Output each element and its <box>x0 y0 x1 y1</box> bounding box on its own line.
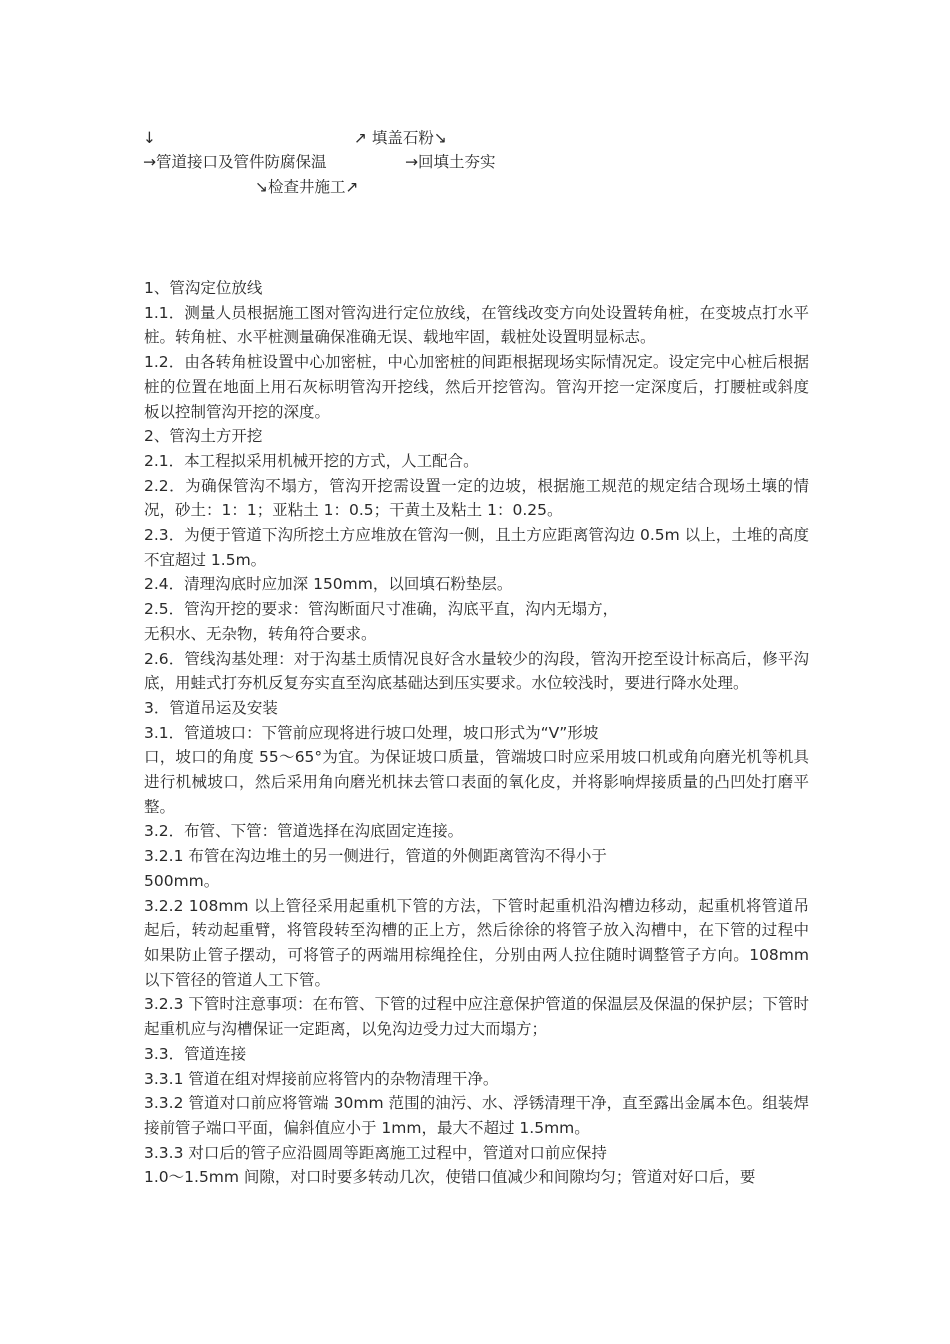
paragraph: 3.3.2 管道对口前应将管端 30mm 范围的油污、水、浮锈清理干净，直至露出金属本色。组装焊接前管子端口平面，偏斜值应小于 1mm，最大不超过 1.5mm。 <box>144 1094 809 1137</box>
paragraph: 3.3.3 对口后的管子应沿圆周等距离施工过程中，管道对口前应保持 <box>144 1143 607 1162</box>
paragraph: 口，坡口的角度 55～65°为宜。为保证坡口质量，管端坡口时应采用坡口机或角向磨光机等机具进行机械坡口，然后采用角向磨光机抹去管口表面的氧化皮，并将影响焊接质量的凸凹处打磨平整。 <box>144 748 809 816</box>
paragraph: 500mm。 <box>144 871 220 890</box>
paragraph: 3.2.1 布管在沟边堆土的另一侧进行，管道的外侧距离管沟不得小于 <box>144 847 607 866</box>
paragraph: 1.0～1.5mm 间隙，对口时要多转动几次，使错口值减少和间隙均匀；管道对好口后，要 <box>144 1168 756 1187</box>
paragraph: 2.2．为确保管沟不塌方，管沟开挖需设置一定的边坡，根据施工规范的规定结合现场土壤的情况，砂土：1：1；亚粘土 1：0.5；干黄土及粘土 1：0.25。 <box>144 476 809 520</box>
document-body <box>144 276 809 1190</box>
paragraph: 2.4．清理沟底时应加深 150mm，以回填石粉垫层。 <box>144 575 513 594</box>
paragraph: 2.6．管线沟基处理：对于沟基土质情况良好含水量较少的沟段，管沟开挖至设计标高后，修平沟底，用蛙式打夯机反复夯实直至沟底基础达到压实要求。水位较浅时，要进行降水处理。 <box>144 649 809 693</box>
paragraph: 2.5．管沟开挖的要求：管沟断面尺寸准确，沟底平直，沟内无塌方， <box>144 600 619 619</box>
section-heading: 1、管沟定位放线 <box>144 279 263 297</box>
paragraph: 无积水、无杂物，转角符合要求。 <box>144 624 377 643</box>
flow-step-backfill-compaction: →回填土夯实 <box>405 153 496 171</box>
paragraph: 3.2.2 108mm 以上管径采用起重机下管的方法，下管时起重机沿沟槽边移动，起重机将管道吊起后，转动起重臂，将管段转至沟槽的正上方，然后徐徐的将管子放入沟槽中，在下管的过程中如果防止管子摆动，可将管子的两端用棕绳拴住，分别由两人拉住随时调整管子方向。108mm 以下管径的管道人工下管。 <box>144 896 809 989</box>
section-heading: 3.3．管道连接 <box>144 1044 247 1063</box>
flow-step-inspection-well: ↘检查井施工↗ <box>255 178 359 196</box>
paragraph: 1.1．测量人员根据施工图对管沟进行定位放线，在管线改变方向处设置转角桩，在变坡点打水平桩。转角桩、水平桩测量确保准确无误、载地牢固，载桩处设置明显标志。 <box>144 303 809 347</box>
paragraph: 3.3.1 管道在组对焊接前应将管内的杂物清理干净。 <box>144 1069 499 1088</box>
paragraph: 3.2．布管、下管：管道选择在沟底固定连接。 <box>144 822 464 841</box>
flow-step-pipe-joint-anticorrosion: →管道接口及管件防腐保温 <box>143 153 327 171</box>
flow-arrow-down: ↓ <box>143 129 156 147</box>
paragraph: 3.1．管道坡口：下管前应现将进行坡口处理，坡口形式为“V”形坡 <box>144 723 599 742</box>
paragraph: 2.1．本工程拟采用机械开挖的方式，人工配合。 <box>144 451 479 470</box>
section-heading: 2、管沟土方开挖 <box>144 427 263 446</box>
paragraph: 1.2．由各转角桩设置中心加密桩，中心加密桩的间距根据现场实际情况定。设定完中心桩后根据桩的位置在地面上用石灰标明管沟开挖线，然后开挖管沟。管沟开挖一定深度后，打腰桩或斜度板以控制管沟开挖的深度。 <box>144 353 809 421</box>
paragraph: 3.2.3 下管时注意事项：在布管、下管的过程中应注意保护管道的保温层及保温的保护层；下管时起重机应与沟槽保证一定距离，以免沟边受力过大而塌方； <box>144 995 809 1039</box>
section-heading: 3．管道吊运及安装 <box>144 698 278 717</box>
paragraph: 2.3．为便于管道下沟所挖土方应堆放在管沟一侧，且土方应距离管沟边 0.5m 以上，土堆的高度不宜超过 1.5m。 <box>144 526 809 569</box>
flow-step-fill-stone-powder: ↗ 填盖石粉↘ <box>354 129 447 147</box>
